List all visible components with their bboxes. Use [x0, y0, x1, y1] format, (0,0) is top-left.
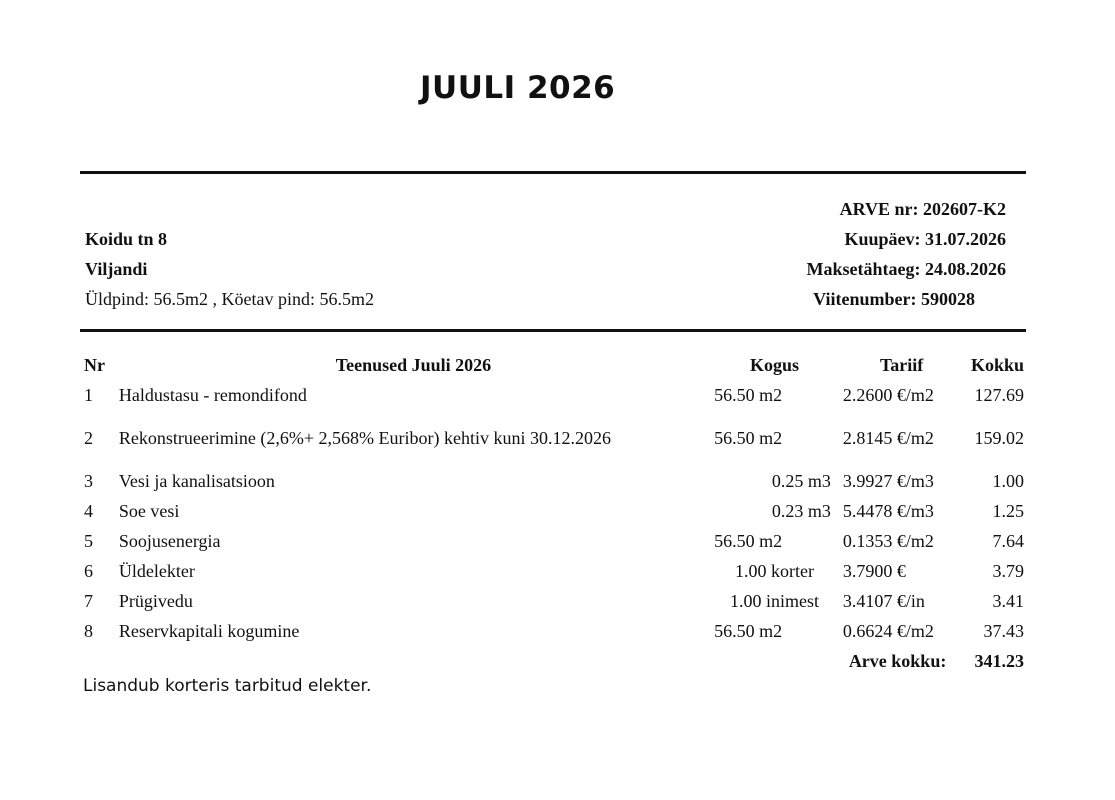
- row-nr: 6: [84, 561, 93, 581]
- customer-area: Üldpind: 56.5m2 , Köetav pind: 56.5m2: [85, 289, 374, 309]
- table-row: [80, 526, 1026, 556]
- page-title: JUULI 2026: [420, 70, 616, 106]
- table-row: [80, 496, 1026, 526]
- row-rate: 0.1353 €/m2: [842, 531, 934, 551]
- header-service: Teenused Juuli 2026: [335, 355, 492, 375]
- row-rate: 2.8145 €/m2: [842, 428, 934, 448]
- row-rate: 3.7900 €: [842, 561, 906, 581]
- invoice-reference-value: 590028: [921, 289, 975, 309]
- table-row: [80, 556, 1026, 586]
- row-quantity: 0.23 m3: [771, 501, 831, 521]
- row-quantity: 1.00 inimest: [729, 591, 819, 611]
- row-nr: 1: [84, 385, 93, 405]
- row-rate: 0.6624 €/m2: [842, 621, 934, 641]
- row-total: 3.41: [992, 591, 1024, 611]
- row-rate: 3.9927 €/m3: [842, 471, 934, 491]
- row-total: 1.25: [992, 501, 1024, 521]
- row-nr: 4: [84, 501, 93, 521]
- row-nr: 5: [84, 531, 93, 551]
- grand-total-row: [80, 646, 1026, 676]
- row-service: Soojusenergia: [118, 531, 221, 551]
- row-total: 3.79: [992, 561, 1024, 581]
- table-row: [80, 586, 1026, 616]
- row-rate: 3.4107 €/in: [842, 591, 925, 611]
- invoice-reference-label: Viitenumber:: [813, 289, 917, 309]
- row-total: 1.00: [992, 471, 1024, 491]
- row-nr: 8: [84, 621, 93, 641]
- header-nr: Nr: [84, 355, 105, 375]
- table-header-row: [80, 350, 1026, 380]
- row-nr: 3: [84, 471, 93, 491]
- table-row: [80, 466, 1026, 496]
- invoice-due-label: Maksetähtaeg:: [806, 259, 921, 279]
- invoice-date-label: Kuupäev:: [844, 229, 921, 249]
- table-row: [80, 616, 1026, 646]
- invoice-number-label: ARVE nr:: [839, 199, 919, 219]
- header-quantity: Kogus: [749, 355, 799, 375]
- header-rate: Tariif: [879, 355, 924, 375]
- grand-total-value: 341.23: [974, 651, 1024, 671]
- row-rate: 5.4478 €/m3: [842, 501, 934, 521]
- header-total: Kokku: [970, 355, 1024, 375]
- invoice-date-value: 31.07.2026: [925, 229, 1006, 249]
- header-divider: [80, 329, 1026, 332]
- row-quantity: 56.50 m2: [714, 621, 783, 641]
- row-quantity: 1.00 korter: [735, 561, 814, 581]
- invoice-date: [844, 229, 1006, 250]
- row-nr: 2: [84, 428, 93, 448]
- invoice-number-value: 202607-K2: [923, 199, 1006, 219]
- invoice-due-value: 24.08.2026: [925, 259, 1006, 279]
- row-service: Reservkapitali kogumine: [118, 621, 300, 641]
- row-total: 127.69: [974, 385, 1024, 405]
- row-service: Haldustasu - remondifond: [118, 385, 307, 405]
- row-rate: 2.2600 €/m2: [842, 385, 934, 405]
- invoice-number: [840, 199, 1006, 220]
- top-divider: [80, 171, 1026, 174]
- row-service: Rekonstrueerimine (2,6%+ 2,568% Euribor) kehtiv kuni 30.12.2026: [118, 428, 611, 448]
- invoice-due-date: [807, 259, 1006, 280]
- customer-street: Koidu tn 8: [85, 229, 168, 249]
- customer-city: Viljandi: [85, 259, 148, 279]
- row-quantity: 56.50 m2: [714, 385, 783, 405]
- row-service: Üldelekter: [118, 561, 195, 581]
- row-quantity: 0.25 m3: [771, 471, 831, 491]
- row-service: Soe vesi: [118, 501, 180, 521]
- table-row: [80, 380, 1026, 410]
- row-total: 37.43: [983, 621, 1024, 641]
- table-row: [80, 410, 1026, 466]
- invoice-reference: [813, 289, 975, 310]
- row-total: 159.02: [974, 428, 1024, 448]
- services-table: [80, 350, 1026, 676]
- row-service: Vesi ja kanalisatsioon: [118, 471, 275, 491]
- row-quantity: 56.50 m2: [714, 428, 783, 448]
- row-quantity: 56.50 m2: [714, 531, 783, 551]
- grand-total-spacer: [80, 646, 835, 676]
- footnote: Lisandub korteris tarbitud elekter.: [83, 676, 372, 696]
- grand-total-label: Arve kokku:: [848, 651, 947, 671]
- row-nr: 7: [84, 591, 93, 611]
- row-service: Prügivedu: [118, 591, 193, 611]
- row-total: 7.64: [992, 531, 1024, 551]
